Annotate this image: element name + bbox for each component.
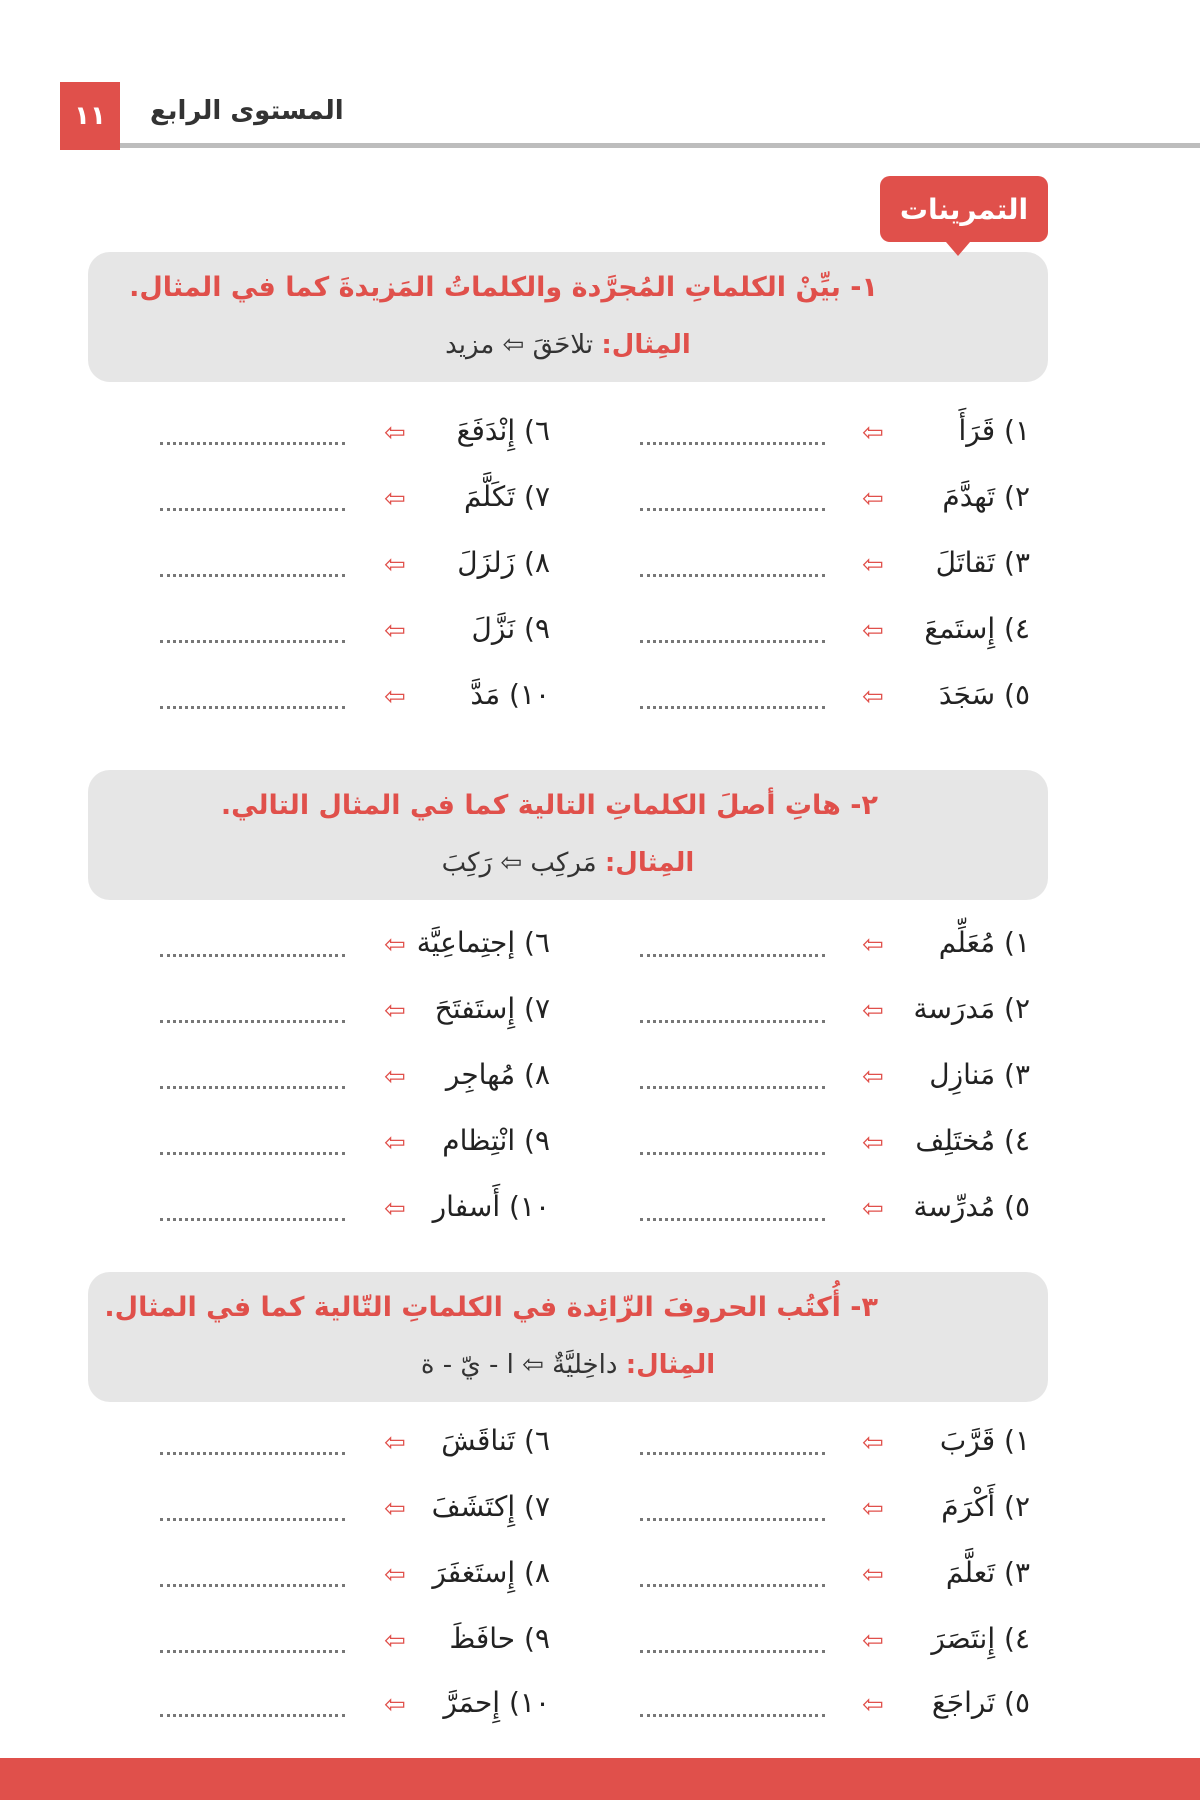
exercise-row — [0, 1058, 1200, 1118]
word-item: ٢) تَهدَّمَ — [942, 480, 1030, 513]
instruction-box — [88, 770, 1048, 900]
word-item: ٩) انْتِظام — [442, 1124, 550, 1157]
arrow-icon: ⇦ — [384, 1428, 406, 1458]
arrow-icon: ⇦ — [384, 996, 406, 1026]
word-item: ٧) إِستَفتَحَ — [434, 992, 550, 1025]
arrow-icon: ⇦ — [384, 682, 406, 712]
exercises-tab: التمرينات — [880, 176, 1048, 242]
word-item: ٩) نَزَّلَ — [471, 612, 550, 645]
example-text: داخِليَّةٌ ⇦ ا - يّ - ة — [420, 1350, 618, 1380]
arrow-icon: ⇦ — [384, 1194, 406, 1224]
arrow-icon: ⇦ — [384, 1690, 406, 1720]
arrow-icon: ⇦ — [384, 1626, 406, 1656]
word-item: ١) قَرَأَ — [958, 414, 1030, 447]
answer-blank[interactable] — [160, 1584, 345, 1587]
word-item: ٢) أَكْرَمَ — [941, 1490, 1030, 1523]
arrow-icon: ⇦ — [384, 1062, 406, 1092]
answer-blank[interactable] — [160, 954, 345, 957]
exercise-row — [0, 612, 1200, 672]
instruction-text: ٣- أُكتُب الحروفَ الزّائِدة في الكلماتِ التّالية كما في المثال. — [104, 1292, 878, 1323]
exercise-row — [0, 1686, 1200, 1746]
answer-blank[interactable] — [640, 1218, 825, 1221]
arrow-icon: ⇦ — [862, 1428, 884, 1458]
page-number: ١١ — [60, 82, 120, 150]
example-label: المِثال: — [625, 1350, 716, 1380]
answer-blank[interactable] — [640, 954, 825, 957]
word-item: ٦) إجتِماعِيَّة — [416, 926, 550, 959]
word-item: ٥) سَجَدَ — [938, 678, 1030, 711]
word-item: ٣) مَنازِل — [929, 1058, 1030, 1091]
exercise-row — [0, 926, 1200, 986]
example-text: مَركِب ⇦ رَكِبَ — [441, 848, 597, 878]
answer-blank[interactable] — [160, 640, 345, 643]
answer-blank[interactable] — [160, 442, 345, 445]
word-item: ٣) تَقاتَلَ — [935, 546, 1030, 579]
arrow-icon: ⇦ — [384, 550, 406, 580]
arrow-icon: ⇦ — [862, 930, 884, 960]
word-item: ٧) تَكَلَّمَ — [463, 480, 550, 513]
word-item: ٦) تَناقَشَ — [441, 1424, 550, 1457]
exercise-row — [0, 1556, 1200, 1616]
word-item: ٩) حافَظَ — [449, 1622, 550, 1655]
answer-blank[interactable] — [160, 1518, 345, 1521]
word-item: ٤) إِستَمعَ — [924, 612, 1030, 645]
arrow-icon: ⇦ — [862, 682, 884, 712]
exercise-row — [0, 1490, 1200, 1550]
word-item: ٨) مُهاجِر — [445, 1058, 550, 1091]
word-item: ٢) مَدرَسة — [913, 992, 1030, 1025]
word-item: ١٠) إِحمَرَّ — [443, 1686, 550, 1719]
answer-blank[interactable] — [160, 508, 345, 511]
header-divider — [120, 143, 1200, 148]
word-item: ٥) مُدرِّسة — [913, 1190, 1030, 1223]
exercise-row — [0, 414, 1200, 474]
exercise-row — [0, 1424, 1200, 1484]
arrow-icon: ⇦ — [862, 616, 884, 646]
word-item: ١) قَرَّبَ — [939, 1424, 1030, 1457]
instruction-box — [88, 252, 1048, 382]
answer-blank[interactable] — [160, 1218, 345, 1221]
answer-blank[interactable] — [640, 1584, 825, 1587]
level-title: المستوى الرابع — [150, 96, 344, 126]
example-line — [88, 330, 1048, 360]
answer-blank[interactable] — [640, 442, 825, 445]
arrow-icon: ⇦ — [862, 1128, 884, 1158]
word-item: ٦) إِنْدَفَعَ — [456, 414, 550, 447]
answer-blank[interactable] — [640, 1086, 825, 1089]
footer-bar — [0, 1758, 1200, 1800]
exercise-row — [0, 992, 1200, 1052]
word-item: ١٠) مَدَّ — [470, 678, 550, 711]
arrow-icon: ⇦ — [862, 418, 884, 448]
word-item: ٤) إِنتَصَرَ — [931, 1622, 1030, 1655]
answer-blank[interactable] — [160, 574, 345, 577]
answer-blank[interactable] — [160, 1020, 345, 1023]
arrow-icon: ⇦ — [862, 550, 884, 580]
word-item: ٨) إِستَغفَرَ — [432, 1556, 550, 1589]
arrow-icon: ⇦ — [862, 1690, 884, 1720]
exercise-row — [0, 546, 1200, 606]
arrow-icon: ⇦ — [862, 484, 884, 514]
answer-blank[interactable] — [640, 1452, 825, 1455]
instruction-text: ٢- هاتِ أصلَ الكلماتِ التالية كما في المثال التالي. — [220, 790, 878, 821]
answer-blank[interactable] — [160, 1086, 345, 1089]
example-line — [88, 848, 1048, 878]
answer-blank[interactable] — [640, 640, 825, 643]
arrow-icon: ⇦ — [384, 418, 406, 448]
exercise-row — [0, 1124, 1200, 1184]
answer-blank[interactable] — [640, 1020, 825, 1023]
arrow-icon: ⇦ — [862, 1194, 884, 1224]
answer-blank[interactable] — [160, 1714, 345, 1717]
answer-blank[interactable] — [640, 1650, 825, 1653]
instruction-box — [88, 1272, 1048, 1402]
answer-blank[interactable] — [640, 1518, 825, 1521]
answer-blank[interactable] — [640, 706, 825, 709]
example-text: تلاحَقَ ⇦ مزيد — [445, 330, 594, 360]
exercise-row — [0, 678, 1200, 738]
answer-blank[interactable] — [160, 1152, 345, 1155]
arrow-icon: ⇦ — [384, 616, 406, 646]
word-item: ٥) تَراجَعَ — [931, 1686, 1030, 1719]
arrow-icon: ⇦ — [862, 1494, 884, 1524]
arrow-icon: ⇦ — [862, 1626, 884, 1656]
word-item: ٣) تَعلَّمَ — [945, 1556, 1030, 1589]
arrow-icon: ⇦ — [862, 996, 884, 1026]
arrow-icon: ⇦ — [862, 1560, 884, 1590]
arrow-icon: ⇦ — [384, 484, 406, 514]
answer-blank[interactable] — [640, 574, 825, 577]
arrow-icon: ⇦ — [384, 1560, 406, 1590]
example-line — [88, 1350, 1048, 1380]
answer-blank[interactable] — [160, 1452, 345, 1455]
exercise-row — [0, 480, 1200, 540]
page-header — [0, 0, 1200, 160]
example-label: المِثال: — [601, 330, 691, 360]
arrow-icon: ⇦ — [862, 1062, 884, 1092]
arrow-icon: ⇦ — [384, 930, 406, 960]
arrow-icon: ⇦ — [384, 1128, 406, 1158]
answer-blank[interactable] — [160, 706, 345, 709]
word-item: ١) مُعَلِّم — [938, 926, 1030, 959]
word-item: ١٠) أَسفار — [432, 1190, 550, 1223]
answer-blank[interactable] — [640, 1714, 825, 1717]
word-item: ٤) مُختَلِف — [915, 1124, 1030, 1157]
exercise-row — [0, 1622, 1200, 1682]
answer-blank[interactable] — [640, 1152, 825, 1155]
exercise-row — [0, 1190, 1200, 1250]
example-label: المِثال: — [604, 848, 695, 878]
instruction-text: ١- بيِّنْ الكلماتِ المُجرَّدة والكلماتُ المَزيدةَ كما في المثال. — [129, 272, 878, 303]
word-item: ٨) زَلزَلَ — [457, 546, 550, 579]
arrow-icon: ⇦ — [384, 1494, 406, 1524]
answer-blank[interactable] — [640, 508, 825, 511]
word-item: ٧) إِكتَشَفَ — [431, 1490, 550, 1523]
answer-blank[interactable] — [160, 1650, 345, 1653]
